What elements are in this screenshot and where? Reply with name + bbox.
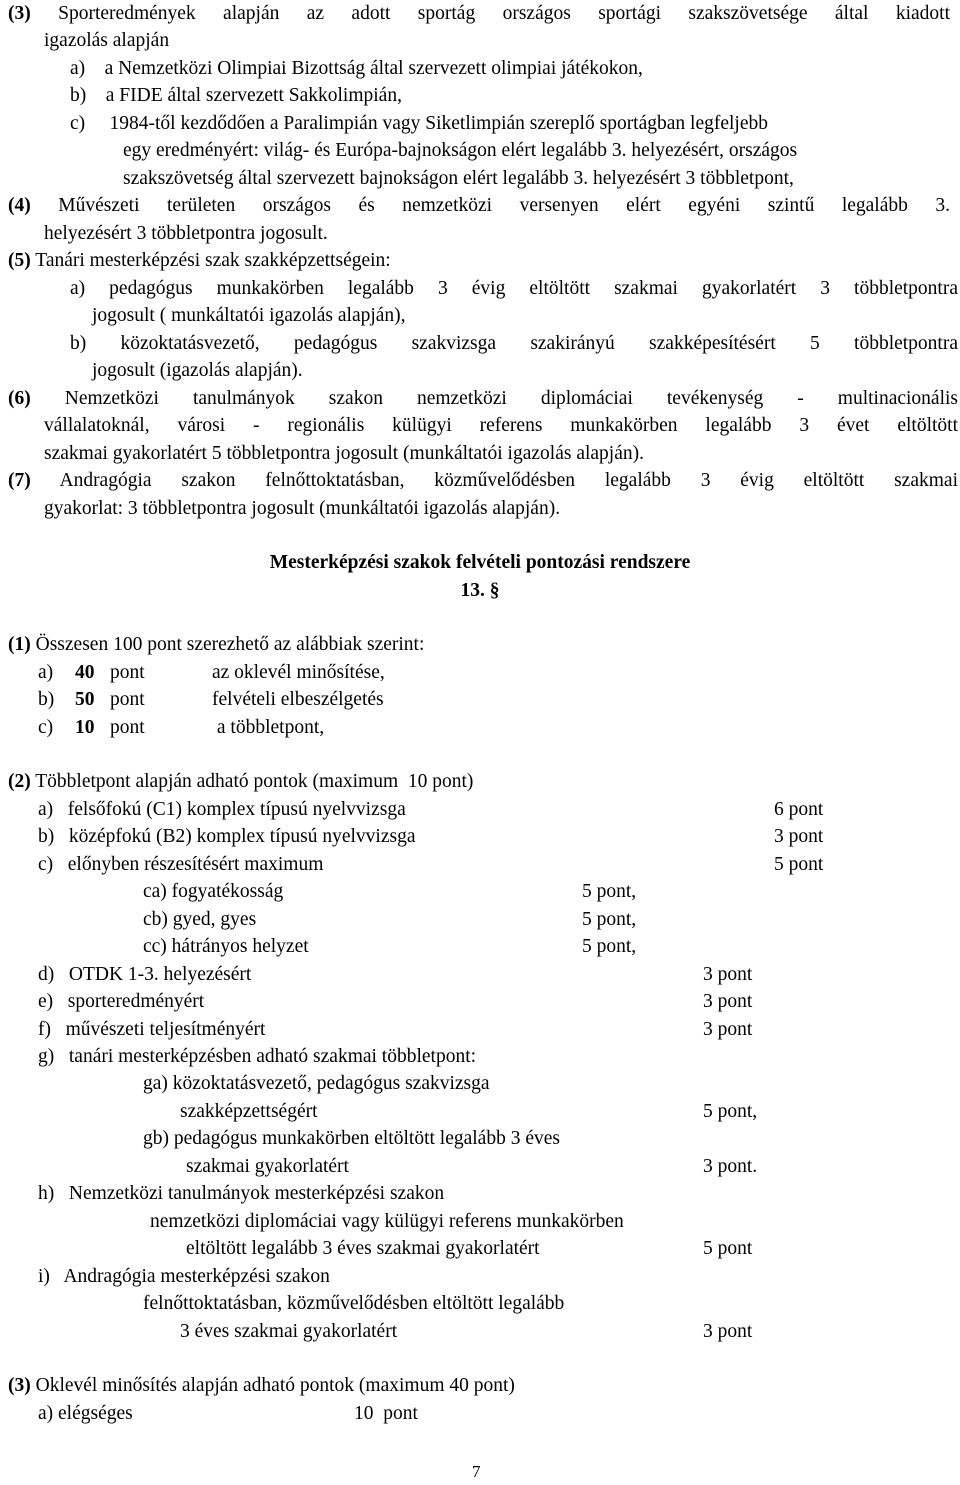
p2-item-ga: ga) közoktatásvezető, pedagógus szakvizsga [143, 1073, 490, 1094]
s5-number: (5) [8, 250, 31, 271]
p2-item-h-line-2: nemzetközi diplomáciai vagy külügyi referens munkakörben [150, 1211, 624, 1232]
p2-item-a-points: 6 pont [774, 799, 824, 820]
p1-row-letter: c) [38, 717, 54, 738]
p2-item-h-points: 5 pont [703, 1238, 753, 1259]
p1-row-unit: pont [110, 662, 145, 683]
p1-row-desc: az oklevél minősítése, [212, 662, 385, 683]
s5-item-a-line-1: a) pedagógus munkakörben legalább 3 évig eltöltött szakmai gyakorlatért 3 többletpontra [70, 278, 958, 299]
s7-text: Andragógia szakon felnőttoktatásban, közművelődésben legalább 3 évig eltöltött szakmai [59, 470, 958, 491]
s5-item-b-line-2: jogosult (igazolás alapján). [92, 360, 303, 381]
p2-item-a: a) felsőfokú (C1) komplex típusú nyelvvizsga [38, 799, 406, 820]
s3-line-2: igazolás alapján [44, 30, 170, 51]
p1-row-points: 50 [75, 689, 95, 710]
s4-line-2: helyezésért 3 többletpontra jogosult. [44, 223, 328, 244]
s5-item-b-line-1: b) közoktatásvezető, pedagógus szakvizsga szakirányú szakképesítésért 5 többletpontra [70, 333, 958, 354]
s3-item-c-line-2: egy eredményért: világ- és Európa-bajnokságon elért legalább 3. helyezésért, országos [123, 140, 798, 161]
p2-item-ga-points: 5 pont, [703, 1101, 758, 1122]
p2-item-g: g) tanári mesterképzésben adható szakmai többletpont: [38, 1046, 477, 1067]
p2-item-i-line-3: 3 éves szakmai gyakorlatért [180, 1321, 398, 1342]
p1-row-points: 10 [75, 717, 95, 738]
p2-item-e: e) sporteredményért [38, 991, 205, 1012]
p1-row-letter: a) [38, 662, 54, 683]
p2-intro-line [8, 768, 473, 795]
s3-item-b: b) a FIDE által szervezett Sakkolimpián, [70, 85, 402, 106]
p2-item-i-points: 3 pont [703, 1321, 753, 1342]
s3-number: (3) [8, 3, 31, 24]
s6-line-2: vállalatoknál, városi - regionális külügyi referens munkakörben legalább 3 évet eltöltött [44, 415, 958, 436]
p2-item-h-line-3: eltöltött legalább 3 éves szakmai gyakorlatért [186, 1238, 540, 1259]
p1-row-points: 40 [75, 662, 95, 683]
s3-item-c-line-1: c) 1984-től kezdődően a Paralimpián vagy Siketlimpián szereplő sportágban legfeljebb [70, 113, 769, 134]
page-title: Mesterképzési szakok felvételi pontozási rendszere [269, 552, 691, 573]
p2-intro: Többletpont alapján adható pontok (maximum 10 pont) [30, 771, 474, 792]
p2-item-cc: cc) hátrányos helyzet [143, 936, 309, 957]
p1-intro-line [8, 631, 424, 658]
p2-item-i-line-2: felnőttoktatásban, közművelődésben eltöltött legalább [143, 1293, 565, 1314]
p2-item-f: f) művészeti teljesítményért [38, 1019, 266, 1040]
p2-item-gb-points: 3 pont. [703, 1156, 758, 1177]
p2-item-d-points: 3 pont [703, 964, 753, 985]
p2-item-f-points: 3 pont [703, 1019, 753, 1040]
p3-intro-line [8, 1372, 515, 1399]
p1-intro: Összesen 100 pont szerezhető az alábbiak szerint: [30, 634, 425, 655]
p2-item-cc-points: 5 pont, [582, 936, 637, 957]
s4-number: (4) [8, 195, 31, 216]
p2-item-gb-cont: szakmai gyakorlatért [186, 1156, 349, 1177]
s6-line-1 [8, 385, 958, 412]
p1-row-desc: a többletpont, [212, 717, 325, 738]
p3-intro: Oklevél minősítés alapján adható pontok (maximum 40 pont) [30, 1375, 515, 1396]
p3-number: (3) [8, 1375, 31, 1396]
p2-item-i: i) Andragógia mesterképzési szakon [38, 1266, 330, 1287]
p2-item-ga-cont: szakképzettségért [180, 1101, 318, 1122]
s7-line-2: gyakorlat: 3 többletpontra jogosult (munkáltatói igazolás alapján). [44, 498, 561, 519]
section-number: 13. § [460, 580, 500, 601]
p1-row-unit: pont [110, 689, 145, 710]
page-number: 7 [472, 1462, 481, 1481]
p2-item-cb-points: 5 pont, [582, 909, 637, 930]
s5-line-1 [8, 247, 391, 274]
s6-line-3: szakmai gyakorlatért 5 többletpontra jogosult (munkáltatói igazolás alapján). [44, 443, 644, 464]
s3-item-a: a) a Nemzetközi Olimpiai Bizottság által szervezett olimpiai játékokon, [70, 58, 643, 79]
s5-text: Tanári mesterképzési szak szakképzettségein: [35, 250, 391, 271]
p1-row-desc: felvételi elbeszélgetés [212, 689, 384, 710]
s4-text: Művészeti területen országos és nemzetközi versenyen elért egyéni szintű legalább 3. [58, 195, 951, 216]
p1-row-letter: b) [38, 689, 55, 710]
s3-item-c-line-3: szakszövetség által szervezett bajnokságon elért legalább 3. helyezésért 3 többletpont, [123, 168, 794, 189]
s5-item-a-line-2: jogosult ( munkáltatói igazolás alapján), [92, 305, 406, 326]
p2-item-d: d) OTDK 1-3. helyezésért [38, 964, 252, 985]
s7-number: (7) [8, 470, 31, 491]
s6-number: (6) [8, 388, 31, 409]
s4-line-1 [8, 192, 950, 219]
p2-item-h: h) Nemzetközi tanulmányok mesterképzési szakon [38, 1183, 445, 1204]
p2-item-cb: cb) gyed, gyes [143, 909, 257, 930]
s3-line-1 [8, 0, 950, 27]
p2-item-c: c) előnyben részesítésért maximum [38, 854, 324, 875]
p1-number: (1) [8, 634, 31, 655]
p2-item-ca: ca) fogyatékosság [143, 881, 284, 902]
p3-item-a-points: 10 pont [354, 1403, 418, 1424]
p2-item-ca-points: 5 pont, [582, 881, 637, 902]
p2-item-b: b) középfokú (B2) komplex típusú nyelvvizsga [38, 826, 416, 847]
s6-text: Nemzetközi tanulmányok szakon nemzetközi diplomáciai tevékenység - multinacionális [64, 388, 958, 409]
p2-item-c-points: 5 pont [774, 854, 824, 875]
p3-item-a: a) elégséges [38, 1403, 133, 1424]
p2-item-gb: gb) pedagógus munkakörben eltöltött legalább 3 éves [143, 1128, 560, 1149]
s7-line-1 [8, 467, 958, 494]
p2-number: (2) [8, 771, 31, 792]
s3-text: Sporteredmények alapján az adott sportág országos sportági szakszövetsége által kiadott [58, 3, 951, 24]
p2-item-e-points: 3 pont [703, 991, 753, 1012]
p1-row-unit: pont [110, 717, 145, 738]
p2-item-b-points: 3 pont [774, 826, 824, 847]
